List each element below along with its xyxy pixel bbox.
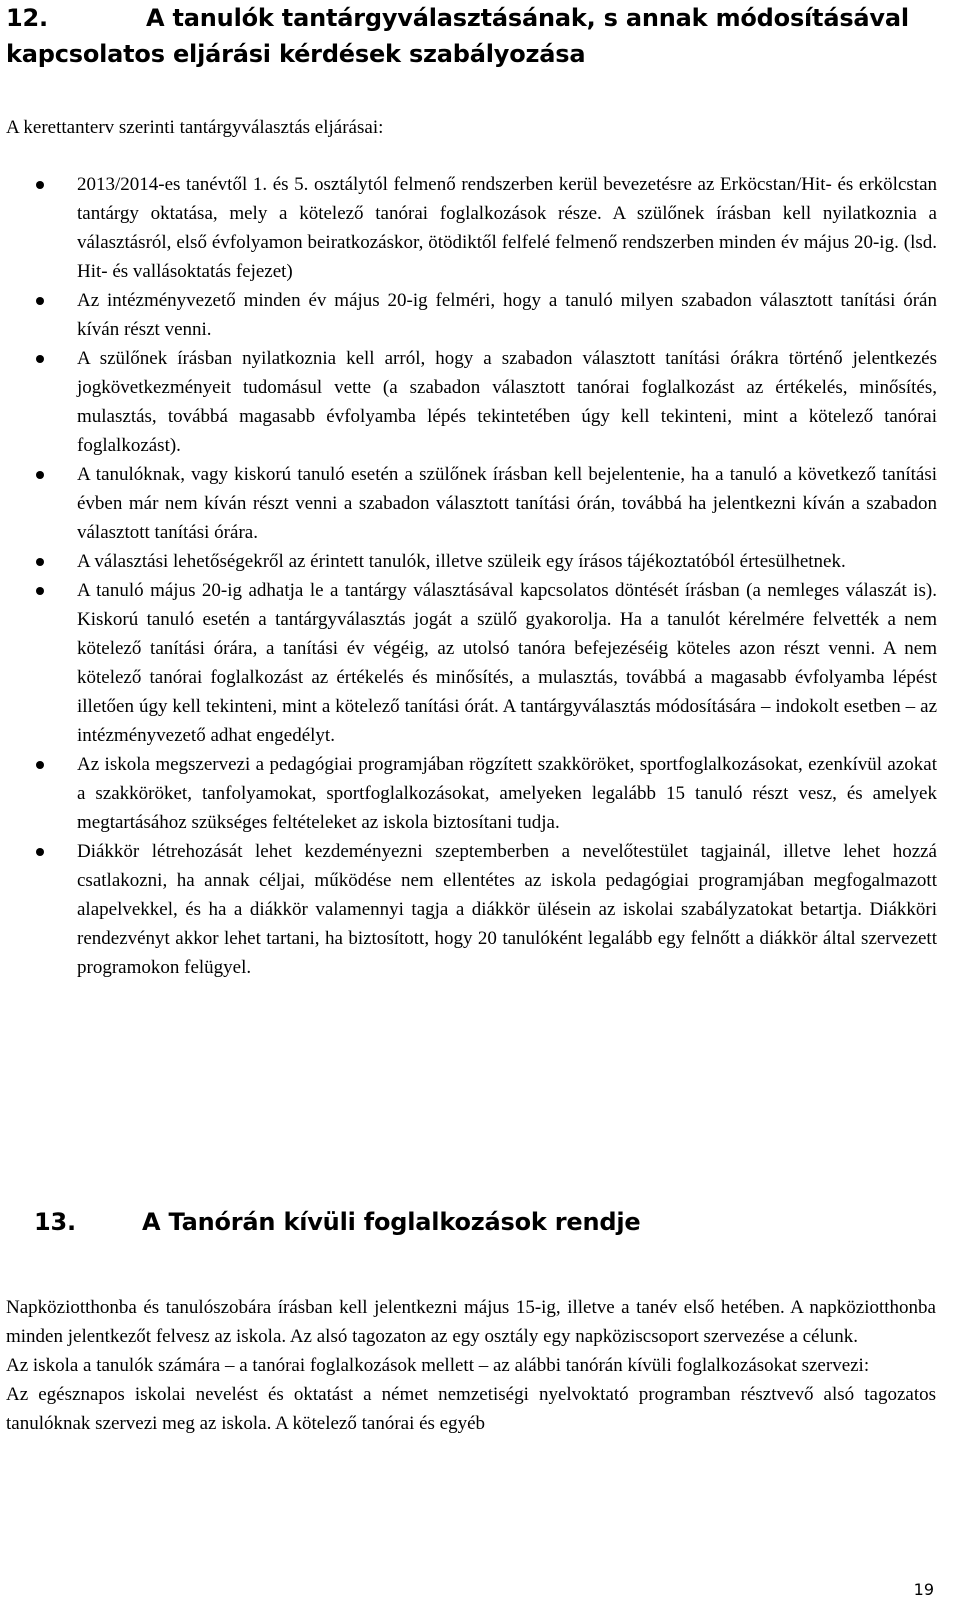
section-13-body: [6, 1293, 936, 1438]
bullet-icon: [36, 558, 44, 566]
section-13-number: 13.: [34, 1208, 76, 1236]
section-13-paragraph: Az iskola a tanulók számára – a tanórai foglalkozások mellett – az alábbi tanórán kívüli foglalkozásokat szervezi:: [6, 1355, 870, 1376]
bullet-icon: [36, 355, 44, 363]
bullet-icon: [36, 181, 44, 189]
bullet-icon: [36, 848, 44, 856]
section-12-intro: A kerettanterv szerinti tantárgyválasztás eljárásai:: [6, 117, 384, 138]
list-item: [0, 460, 940, 547]
section-13-title: A Tanórán kívüli foglalkozások rendje: [142, 1208, 641, 1236]
list-item-text: A szülőnek írásban nyilatkoznia kell arról, hogy a szabadon választott tanítási órákra történő jelentkezés jogkövetkezményeit tudomásul vette (a szabadon választott tanórai foglalkozást az értékelés, minősítés, mulasztás, továbbá magasabb évfolyamba lépés tekintetében úgy kell tekinteni, mint a kötelező tanórai foglalkozást).: [77, 348, 937, 456]
list-item-text: Diákkör létrehozását lehet kezdeményezni szeptemberben a nevelőtestület tagjainál, illetve lehet hozzá csatlakozni, ha annak céljai, működése nem ellentétes az iskola pedagógiai programjában megfogalmazott alapelvekkel, és ha a diákkör valamennyi tagja a diákkör ülésein az iskolai szabályzatokat betartja. Diákköri rendezvényt akkor lehet tartani, ha biztosított, hogy 20 tanulóként legalább egy felnőtt a diákkör által szervezett programokon felügyel.: [77, 841, 937, 978]
list-item-text: A tanulóknak, vagy kiskorú tanuló esetén a szülőnek írásban kell bejelentenie, ha a tanuló a következő tanítási évben már nem kíván részt venni a szabadon választott tanítási órán, továbbá ha jelentkezni kíván a szabadon választott tanítási órára.: [77, 464, 937, 543]
section-13-paragraph: Az egésznapos iskolai nevelést és oktatást a német nemzetiségi nyelvoktató programban résztvevő alsó tagozatos tanulóknak szervezi meg az iskola. A kötelező tanórai és egyéb: [6, 1384, 936, 1434]
section-12-number: 12.: [6, 4, 48, 32]
list-item-text: A választási lehetőségekről az érintett tanulók, illetve szüleik egy írásos tájékoztatóból értesülhetnek.: [77, 551, 846, 572]
list-item: [0, 286, 940, 344]
bullet-icon: [36, 761, 44, 769]
list-item: [0, 170, 940, 286]
page-number: 19: [913, 1580, 934, 1599]
list-item: [0, 837, 940, 982]
bullet-icon: [36, 471, 44, 479]
bullet-icon: [36, 297, 44, 305]
section-13-heading: [34, 1204, 934, 1240]
section-12-heading: [6, 0, 946, 72]
list-item: [0, 344, 940, 460]
list-item-text: Az intézményvezető minden év május 20-ig felméri, hogy a tanuló milyen szabadon választott tanítási órán kíván részt venni.: [77, 290, 937, 340]
bullet-icon: [36, 587, 44, 595]
section-13-paragraph: Napköziotthonba és tanulószobára írásban kell jelentkezni május 15-ig, illetve a tanév első hetében. A napköziotthonba minden jelentkezőt felvesz az iskola. Az alsó tagozaton az egy osztály egy napköziscsoport szervezése a célunk.: [6, 1297, 936, 1347]
list-item-text: A tanuló május 20-ig adhatja le a tantárgy választásával kapcsolatos döntését írásban (a nemleges válaszát is). Kiskorú tanuló esetén a tantárgyválasztás jogát a szülő gyakorolja. Ha a tanulót kérelmére felvették a nem kötelező tanítási órára, a tanítási év végéig, az utolsó tanóra befejezéséig köteles azon részt venni. A nem kötelező tanórai foglalkozást az értékelés és minősítés, a mulasztás, továbbá a magasabb évfolyamba lépést illetően úgy kell tekinteni, mint a kötelező tanítási órát. A tantárgyválasztás módosítására – indokolt esetben – az intézményvezető adhat engedélyt.: [77, 580, 937, 746]
section-12-bullet-list: [0, 170, 940, 982]
list-item-text: 2013/2014-es tanévtől 1. és 5. osztálytól felmenő rendszerben kerül bevezetésre az Erköcstan/Hit- és erkölcstan tantárgy oktatása, mely a kötelező tanórai foglalkozások része. A szülőnek írásban kell nyilatkoznia a választásról, első évfolyamon beiratkozáskor, ötödiktől felfelé felmenő rendszerben minden év május 20-ig. (lsd. Hit- és vallásoktatás fejezet): [77, 174, 937, 282]
list-item: [0, 750, 940, 837]
list-item: [0, 547, 940, 576]
section-12-title-line1: A tanulók tantárgyválasztásának, s annak módosításával: [146, 4, 909, 32]
list-item: [0, 576, 940, 750]
section-12-title-line2: kapcsolatos eljárási kérdések szabályozása: [6, 40, 586, 68]
list-item-text: Az iskola megszervezi a pedagógiai programjában rögzített szakköröket, sportfoglalkozásokat, ezenkívül azokat a szakköröket, tanfolyamokat, sportfoglalkozásokat, amelyeken legalább 15 tanuló részt vesz, és amelyek megtartásához szükséges feltételeket az iskola biztosítani tudja.: [77, 754, 937, 833]
